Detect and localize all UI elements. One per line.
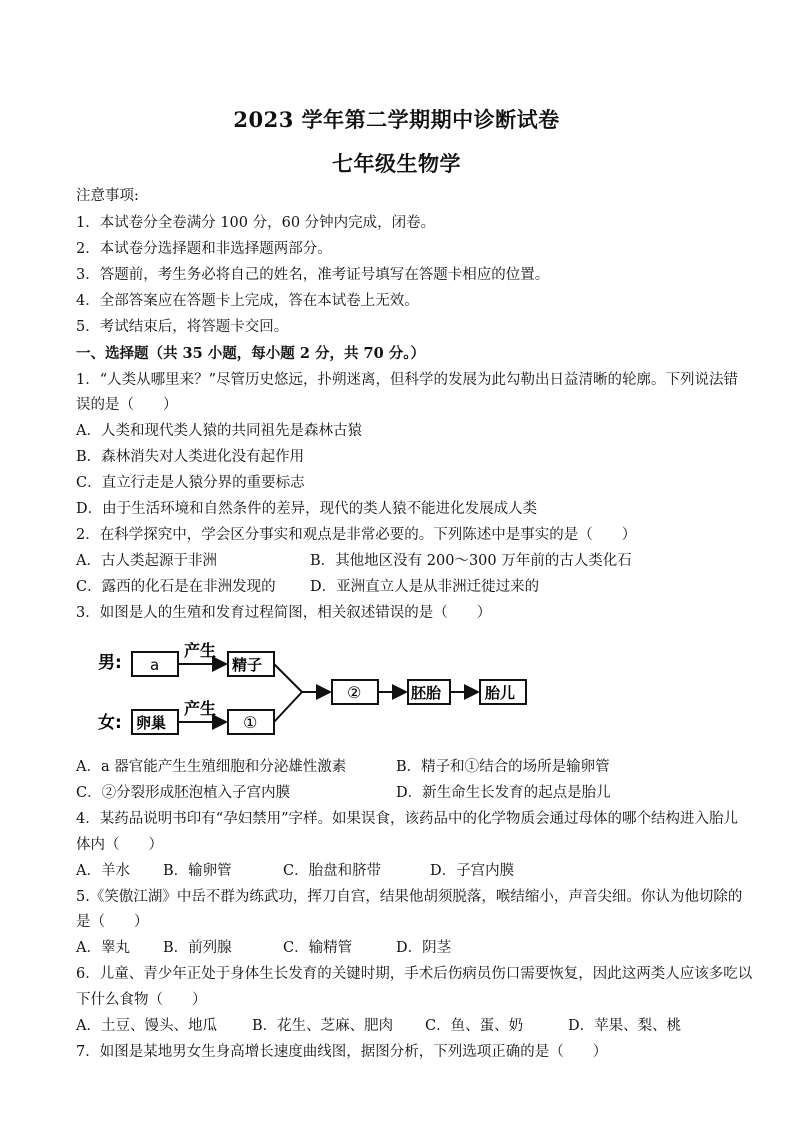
question-1-option-a: A．人类和现代类人猿的共同祖先是森林古猿 bbox=[76, 423, 362, 439]
male-label: 男: bbox=[98, 653, 122, 673]
question-3-option-a: A．a 器官能产生生殖细胞和分泌雄性激素 bbox=[76, 759, 347, 775]
question-1-stem: 1．“人类从哪里来？”尽管历史悠远，扑朔迷离，但科学的发展为此勾勒出日益清晰的轮廓。下列说法错 bbox=[76, 372, 739, 388]
question-5-option-a: A．睾丸 bbox=[76, 940, 130, 956]
question-5-option-d: D．阴茎 bbox=[396, 940, 452, 956]
egg-label: ① bbox=[243, 713, 258, 732]
arrow-label-produce: 产生 bbox=[184, 641, 217, 660]
notice-heading: 注意事项: bbox=[76, 188, 139, 204]
exam-subtitle: 七年级生物学 bbox=[332, 151, 461, 176]
question-3-option-d: D．新生命生长发育的起点是胎儿 bbox=[396, 785, 611, 801]
question-6-option-d: D．苹果、梨、桃 bbox=[568, 1018, 682, 1034]
question-3-option-c: C．②分裂形成胚泡植入子宫内膜 bbox=[76, 785, 291, 801]
question-5-stem: 5.《笑傲江湖》中岳不群为练武功，挥刀自宫，结果他胡须脱落，喉结缩小，声音尖细。你认为他切除的 bbox=[76, 889, 743, 905]
embryo-label: 胚胎 bbox=[411, 684, 442, 702]
notice-item: 5．考试结束后，将答题卡交回。 bbox=[76, 319, 289, 335]
question-1-option-b: B．森林消失对人类进化没有起作用 bbox=[76, 449, 305, 465]
question-6-option-b: B．花生、芝麻、肥肉 bbox=[252, 1018, 394, 1034]
question-6-option-a: A．土豆、馒头、地瓜 bbox=[76, 1018, 217, 1034]
question-1-stem: 误的是（ ） bbox=[76, 397, 178, 413]
question-1-option-c: C．直立行走是人猿分界的重要标志 bbox=[76, 475, 305, 491]
question-2-option-b: B．其他地区没有 200～300 万年前的古人类化石 bbox=[310, 553, 632, 569]
question-6-option-c: C．鱼、蛋、奶 bbox=[425, 1018, 524, 1034]
notice-item: 1．本试卷分全卷满分 100 分，60 分钟内完成，闭卷。 bbox=[76, 215, 436, 231]
question-4-option-a: A．羊水 bbox=[76, 863, 130, 879]
question-7-stem: 7．如图是某地男女生身高增长速度曲线图，据图分析，下列选项正确的是（ ） bbox=[76, 1044, 608, 1060]
question-5-stem: 是（ ） bbox=[76, 914, 149, 930]
question-5-option-b: B．前列腺 bbox=[163, 940, 232, 956]
sperm-label: 精子 bbox=[232, 656, 263, 674]
organ-a-label: a bbox=[150, 656, 160, 674]
ovary-label: 卵巢 bbox=[136, 714, 167, 732]
question-2-option-a: A．古人类起源于非洲 bbox=[76, 553, 217, 569]
fetus-label: 胎儿 bbox=[485, 684, 516, 702]
merge-line bbox=[274, 664, 302, 692]
question-2-stem: 2．在科学探究中，学会区分事实和观点是非常必要的。下列陈述中是事实的是（ ） bbox=[76, 527, 637, 543]
notice-item: 2．本试卷分选择题和非选择题两部分。 bbox=[76, 241, 332, 257]
notice-item: 4．全部答案应在答题卡上完成，答在本试卷上无效。 bbox=[76, 293, 419, 309]
question-1-option-d: D．由于生活环境和自然条件的差异，现代的类人猿不能进化发展成人类 bbox=[76, 501, 538, 517]
question-4-option-b: B．输卵管 bbox=[163, 863, 232, 879]
reproduction-diagram bbox=[92, 640, 552, 750]
question-6-stem: 下什么食物（ ） bbox=[76, 992, 207, 1008]
section-heading: 一、选择题（共 35 小题，每小题 2 分，共 70 分。） bbox=[76, 345, 425, 362]
female-label: 女: bbox=[98, 713, 122, 733]
question-4-option-c: C．胎盘和脐带 bbox=[283, 863, 382, 879]
question-4-option-d: D．子宫内膜 bbox=[430, 863, 515, 879]
question-4-stem: 4．某药品说明书印有“孕妇禁用”字样。如果误食，该药品中的化学物质会通过母体的哪个结构进入胎儿 bbox=[76, 811, 739, 827]
question-6-stem: 6．儿童、青少年正处于身体生长发育的关键时期，手术后伤病员伤口需要恢复，因此这两类人应该多吃以 bbox=[76, 966, 753, 982]
question-4-stem: 体内（ ） bbox=[76, 837, 163, 853]
question-3-stem: 3．如图是人的生殖和发育过程简图，相关叙述错误的是（ ） bbox=[76, 605, 492, 621]
notice-item: 3．答题前，考生务必将自己的姓名，准考证号填写在答题卡相应的位置。 bbox=[76, 267, 550, 283]
question-5-option-c: C．输精管 bbox=[283, 940, 353, 956]
question-2-option-d: D．亚洲直立人是从非洲迁徙过来的 bbox=[310, 579, 540, 595]
exam-title: 2023 学年第二学期期中诊断试卷 bbox=[233, 107, 560, 132]
zygote-label: ② bbox=[347, 683, 362, 702]
question-3-option-b: B．精子和①结合的场所是输卵管 bbox=[396, 759, 610, 775]
arrow-label-produce: 产生 bbox=[184, 699, 217, 718]
question-2-option-c: C．露西的化石是在非洲发现的 bbox=[76, 579, 276, 595]
merge-line bbox=[274, 692, 302, 722]
